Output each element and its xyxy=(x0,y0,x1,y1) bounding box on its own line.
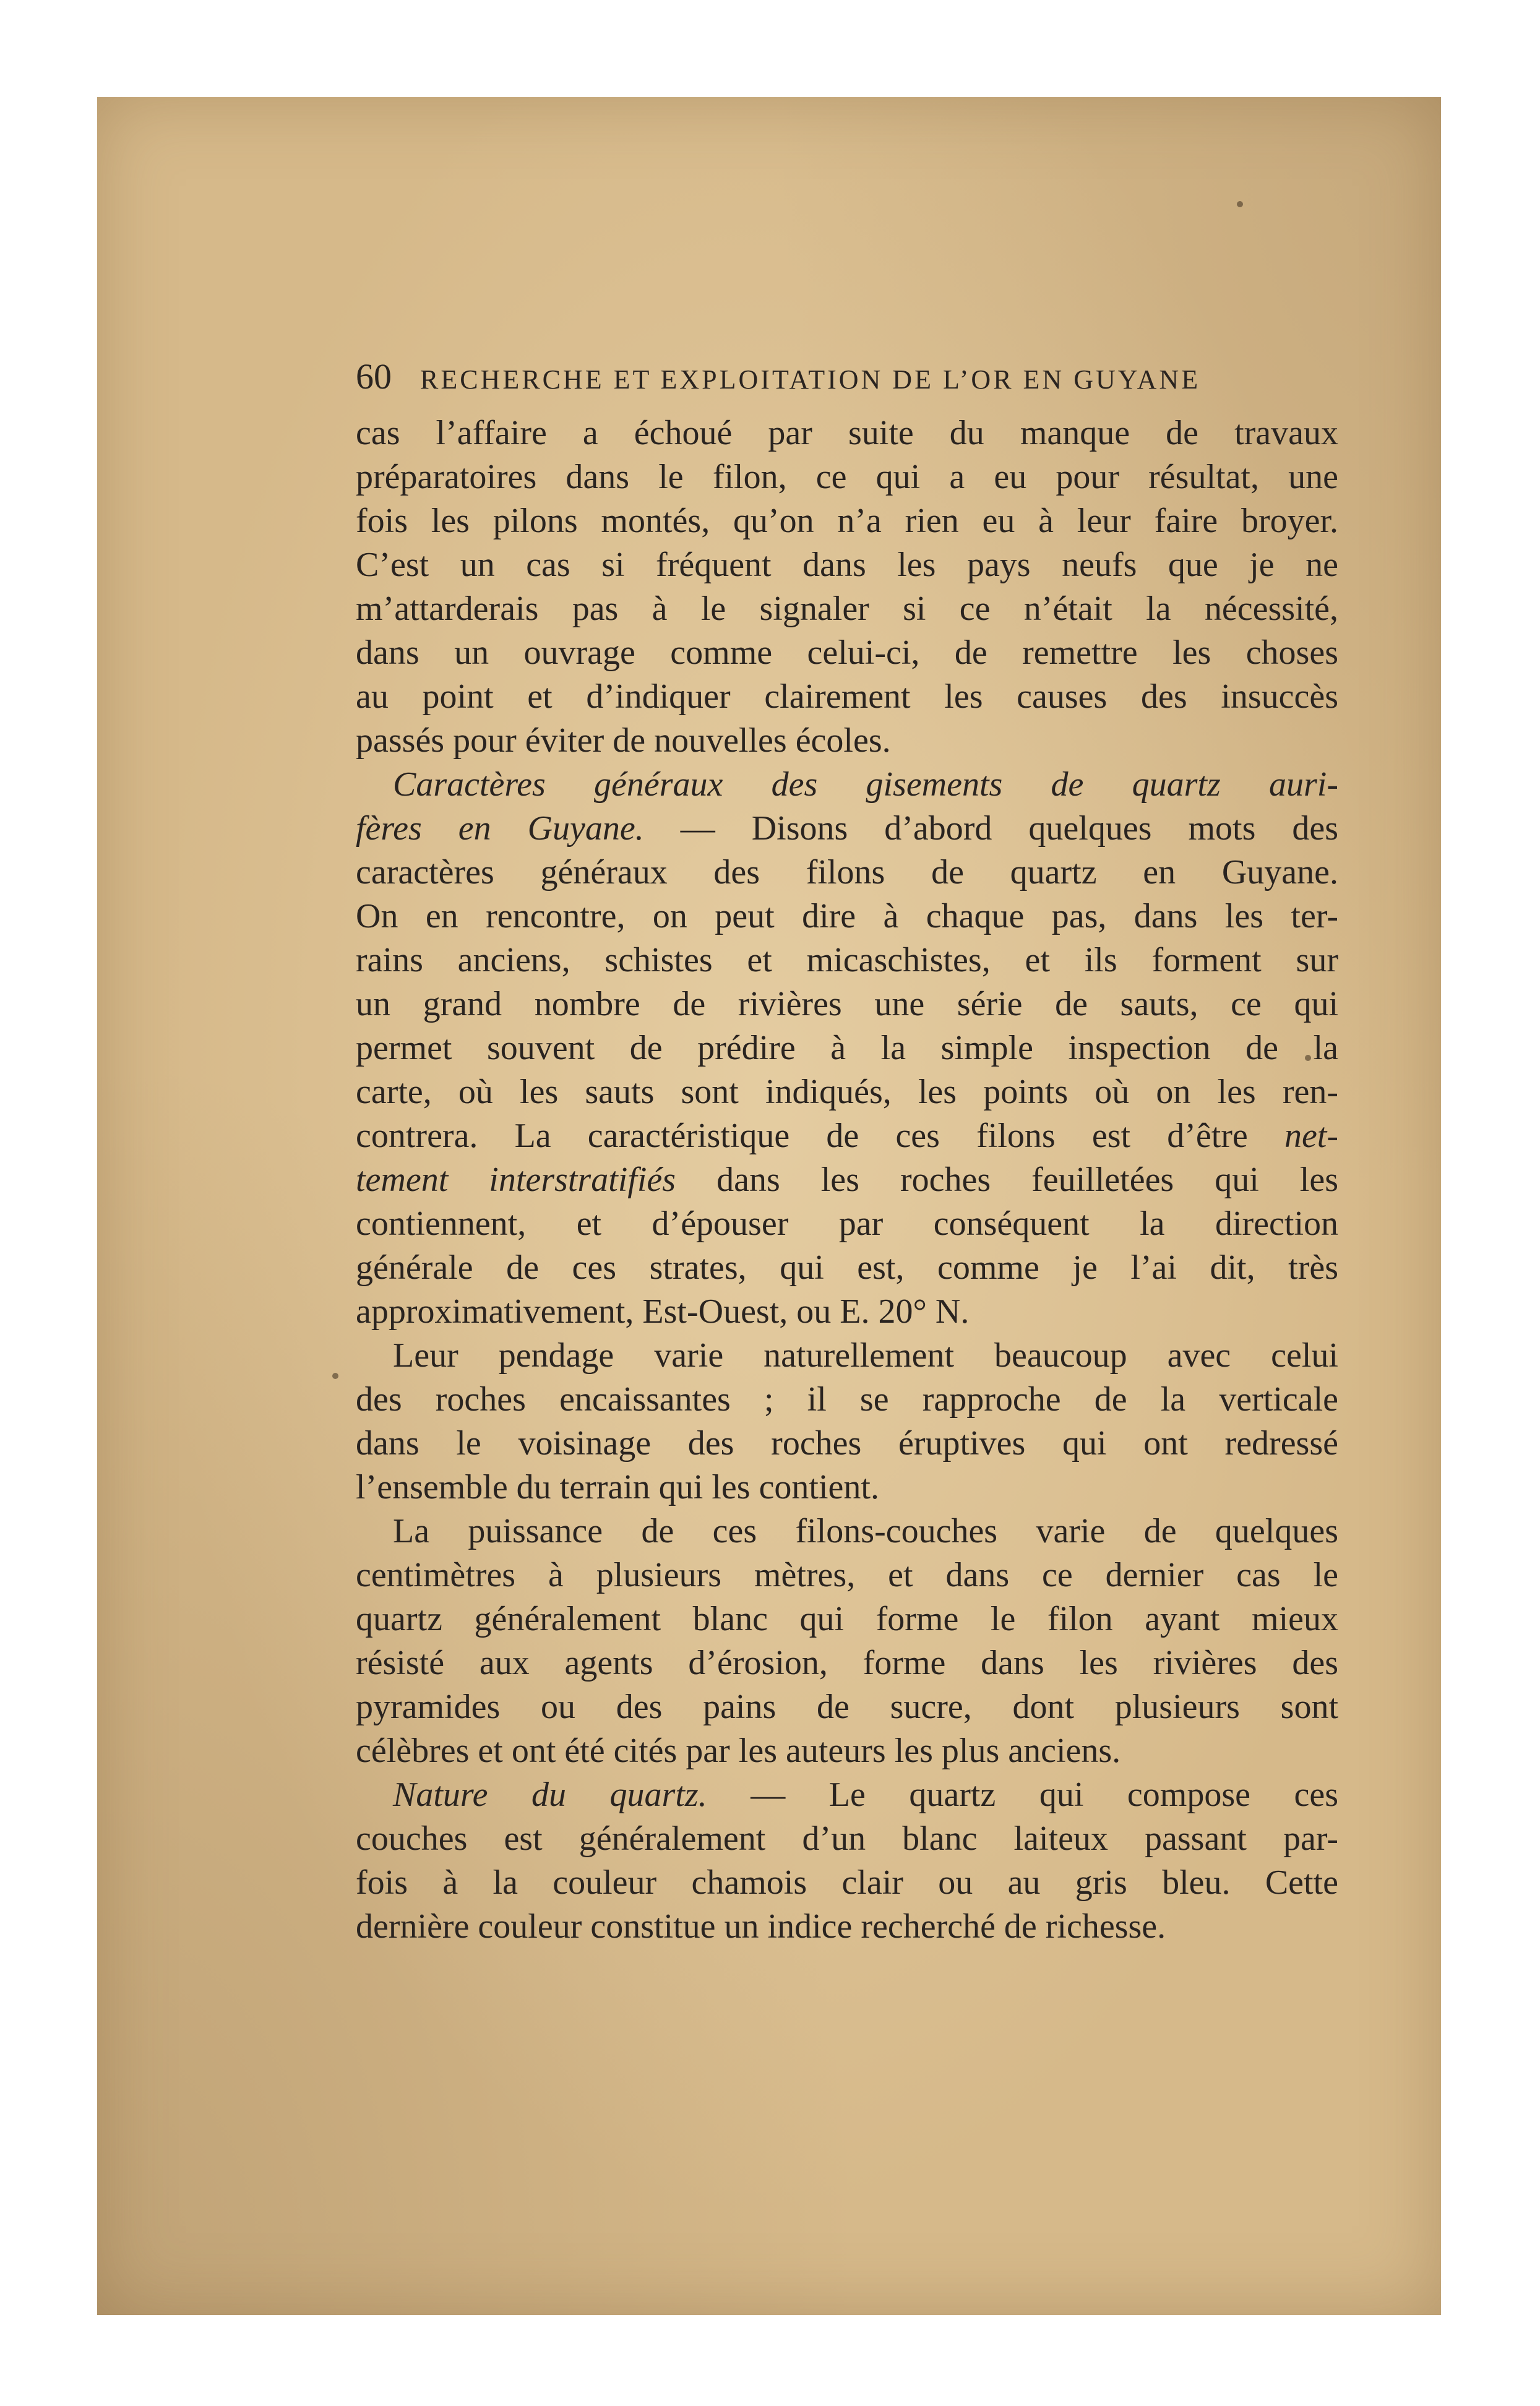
text-run: contrera. La caractéristique de ces filons est d’être xyxy=(356,1117,1284,1155)
speck-mark xyxy=(1237,201,1243,207)
text-line: permet souvent de prédire à la simple inspection de la xyxy=(356,1029,1338,1067)
emphasis-italic: net- xyxy=(1284,1117,1338,1155)
text-line: générale de ces strates, qui est, comme je l’ai dit, très xyxy=(356,1248,1338,1287)
text-line: centimètres à plusieurs mètres, et dans ce dernier cas le xyxy=(356,1556,1338,1594)
text-run: dans les roches feuilletées qui les xyxy=(676,1161,1339,1199)
text-line: m’attarderais pas à le signaler si ce n’était la nécessité, xyxy=(356,590,1338,628)
text-line: quartz généralement blanc qui forme le filon ayant mieux xyxy=(356,1600,1338,1638)
text-line: célèbres et ont été cités par les auteurs les plus anciens. xyxy=(356,1732,1121,1770)
text-line: fois à la couleur chamois clair ou au gris bleu. Cette xyxy=(356,1863,1338,1902)
text-line: pyramides ou des pains de sucre, dont plusieurs sont xyxy=(356,1688,1338,1726)
text-line: dernière couleur constitue un indice recherché de richesse. xyxy=(356,1907,1166,1946)
text-line: C’est un cas si fréquent dans les pays neufs que je ne xyxy=(356,546,1338,584)
text-line: rains anciens, schistes et micaschistes, et ils forment sur xyxy=(356,941,1338,979)
speck-mark xyxy=(332,1373,338,1379)
running-title: RECHERCHE ET EXPLOITATION DE L’OR EN GUYANE xyxy=(420,364,1201,395)
scanned-page xyxy=(97,97,1441,2315)
text-line: dans le voisinage des roches éruptives qui ont redressé xyxy=(356,1424,1338,1463)
text-line: passés pour éviter de nouvelles écoles. xyxy=(356,721,891,760)
text-line: au point et d’indiquer clairement les causes des insuccès xyxy=(356,677,1338,716)
text-run: — Le quartz qui compose ces xyxy=(707,1776,1339,1814)
section-heading-italic: fères en Guyane. xyxy=(356,809,644,848)
text-line: carte, où les sauts sont indiqués, les points où on les ren- xyxy=(356,1073,1338,1111)
page-number: 60 xyxy=(356,356,392,397)
text-line: préparatoires dans le filon, ce qui a eu pour résultat, une xyxy=(356,458,1338,496)
body-text xyxy=(356,411,1338,1949)
text-line xyxy=(356,1158,1338,1202)
section-heading-italic: Caractères généraux des gisements de quartz auri- xyxy=(393,765,1338,804)
text-line: Leur pendage varie naturellement beaucoup avec celui xyxy=(393,1336,1338,1375)
text-line xyxy=(356,1114,1338,1158)
text-line: approximativement, Est-Ouest, ou E. 20° N. xyxy=(356,1292,970,1331)
text-line: des roches encaissantes ; il se rapproche de la verticale xyxy=(356,1380,1338,1419)
text-line xyxy=(356,1773,1338,1817)
text-line: La puissance de ces filons-couches varie de quelques xyxy=(393,1512,1338,1550)
text-line: fois les pilons montés, qu’on n’a rien eu à leur faire broyer. xyxy=(356,502,1338,540)
text-line: résisté aux agents d’érosion, forme dans les rivières des xyxy=(356,1644,1338,1682)
text-line xyxy=(356,763,1338,807)
text-line: caractères généraux des filons de quartz en Guyane. xyxy=(356,853,1338,892)
text-run: — Disons d’abord quelques mots des xyxy=(643,809,1338,848)
text-line xyxy=(356,807,1338,851)
emphasis-italic: tement interstratifiés xyxy=(356,1161,676,1199)
text-line: contiennent, et d’épouser par conséquent la direction xyxy=(356,1205,1338,1243)
text-line: l’ensemble du terrain qui les contient. xyxy=(356,1468,879,1506)
text-line: un grand nombre de rivières une série de sauts, ce qui xyxy=(356,985,1338,1023)
text-line: cas l’affaire a échoué par suite du manque de travaux xyxy=(356,414,1338,452)
running-header xyxy=(356,356,1338,405)
section-heading-italic: Nature du quartz. xyxy=(393,1776,707,1814)
text-line: dans un ouvrage comme celui-ci, de remettre les choses xyxy=(356,634,1338,672)
text-line: On en rencontre, on peut dire à chaque pas, dans les ter- xyxy=(356,897,1338,935)
text-line: couches est généralement d’un blanc laiteux passant par- xyxy=(356,1820,1338,1858)
